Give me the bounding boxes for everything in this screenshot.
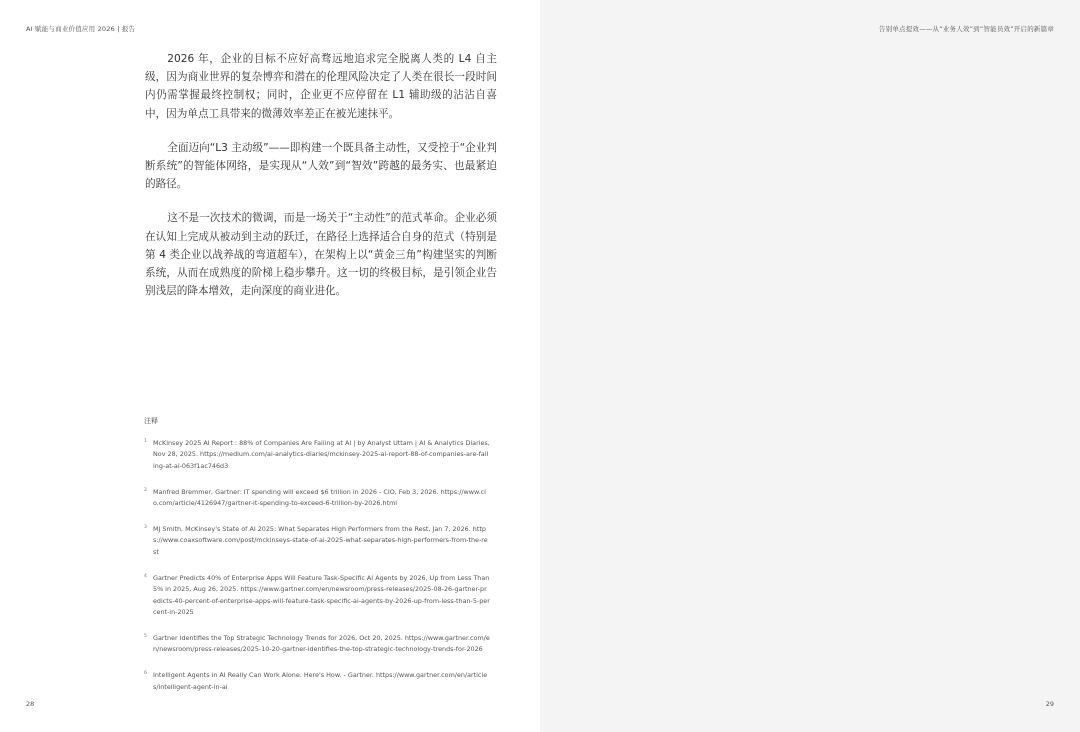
notes-title: 注释 — [144, 417, 158, 425]
note-number: 1 — [144, 439, 147, 444]
body-text — [145, 50, 497, 316]
note-number: 2 — [144, 487, 147, 493]
note-text: Intelligent Agents in AI Really Can Work Alone. Here's How. - Gartner. https://www.gartner.com/en/articles/intelligent-agent-in-ai — [153, 671, 488, 691]
note-text: MJ Smith, McKinsey's State of AI 2025: What Separates High Performers from the Rest, Jan 7, 2026. https://www.coaxsoftware.com/post/mckinseys-state-of-ai-2025-what-separates-high-performers-from-the-rest — [153, 525, 488, 556]
right-page — [540, 0, 1080, 732]
page-number-left: 28 — [26, 700, 35, 708]
note-text: Manfred Bremmer, Gartner: IT spending will exceed $6 trillion in 2026 - CIO, Feb 3, 2026. https://www.cio.com/article/4126947/gartner-it-spending-to-exceed-6-trillion-by-2026.html — [153, 487, 486, 508]
running-header-left: AI 赋能与商业价值应用 2026 | 报告 — [26, 25, 136, 33]
note-number: 4 — [144, 573, 147, 579]
note-text: Gartner Predicts 40% of Enterprise Apps Will Feature Task-Specific AI Agents by 2026, Up from Less Than 5% in 2025, Aug 26, 2025. https://www.gartner.com/en/newsroom/press-releases/2025-08-26-gartner-predicts-40-percent-of-enterprise-apps-will-feature-task-specific-ai-agents-by-2026-up-from-less-than-5-percent-in-2025 — [153, 573, 490, 616]
note-item — [144, 633, 490, 656]
notes-section — [144, 416, 490, 708]
note-item — [144, 573, 490, 619]
note-text: McKinsey 2025 AI Report : 88% of Companies Are Failing at AI | by Analyst Uttam | AI & Analytics Diaries, Nov 28, 2025. https://medium.com/ai-analytics-diaries/mckinsey-2025-ai-report-88-of-companies-are-failing-at-ai-063f1ac746d3 — [153, 439, 490, 470]
note-item — [144, 438, 490, 472]
body-paragraph: 全面迈向“L3 主动级”——即构建一个既具备主动性，又受控于“企业判断系统”的智能体网络，是实现从“人效”到“智效”跨越的最务实、也最紧迫的路径。 — [145, 141, 497, 191]
body-paragraph: 2026 年，企业的目标不应好高骛远地追求完全脱离人类的 L4 自主级，因为商业世界的复杂博弈和潜在的伦理风险决定了人类在很长一段时间内仍需掌握最终控制权；同时，企业更不应停留在 L1 辅助级的沾沾自喜中，因为单点工具带来的微薄效率差正在被光速抹平。 — [145, 53, 497, 120]
running-header-right: 告别单点提效——从“业务人效”到“智能员效”开启的新篇章 — [878, 25, 1054, 33]
note-number: 5 — [144, 633, 147, 639]
page-number-right: 29 — [1045, 700, 1054, 708]
note-text: Gartner Identifies the Top Strategic Technology Trends for 2026, Oct 20, 2025. https://www.gartner.com/en/newsroom/press-releases/2025-10-20-gartner-identifies-the-top-strategic-technology-trends-for-2026 — [153, 633, 490, 654]
note-item — [144, 670, 490, 693]
body-paragraph: 这不是一次技术的微调，而是一场关于“主动性”的范式革命。企业必须在认知上完成从被动到主动的跃迁，在路径上选择适合自身的范式（特别是第 4 类企业以战养战的弯道超车），在架构上以“黄金三角”构建坚实的判断系统，从而在成熟度的阶梯上稳步攀升。这一切的终极目标，是引领企业告别浅层的降本增效，走向深度的商业进化。 — [145, 212, 497, 298]
note-number: 3 — [144, 525, 147, 531]
note-item — [144, 524, 490, 558]
note-item — [144, 487, 490, 510]
note-number: 6 — [144, 671, 147, 677]
